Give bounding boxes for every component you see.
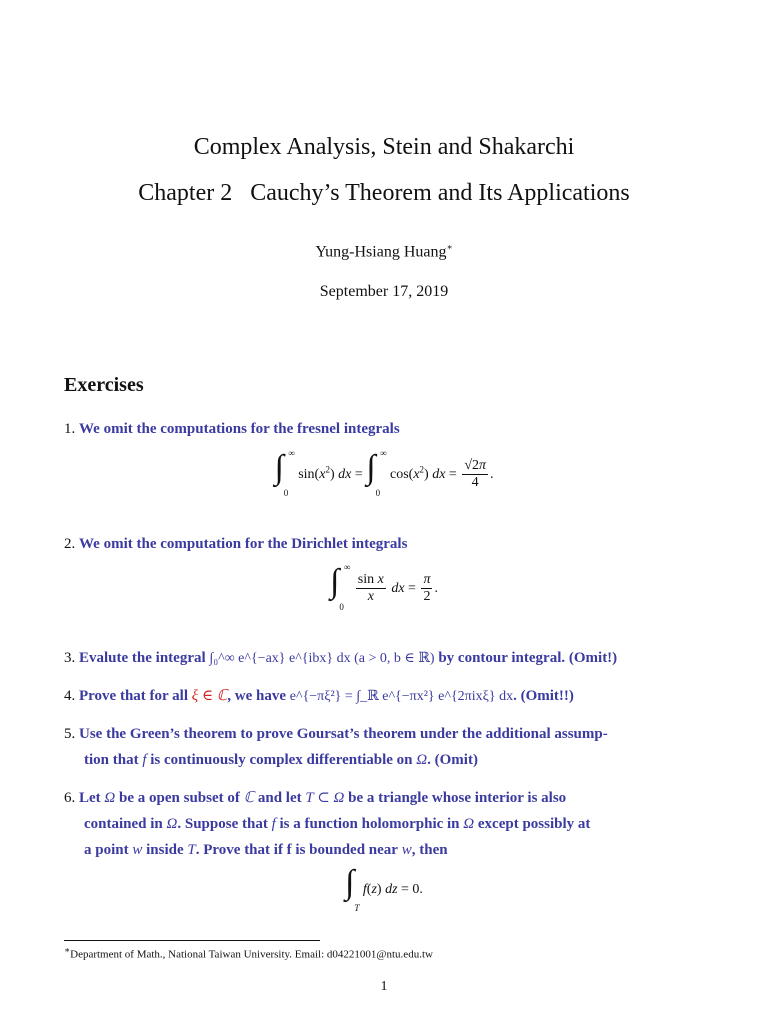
exercise-6-math: T ⊂ Ω (305, 790, 345, 806)
exercise-4-text-before: Prove that for all (79, 688, 189, 704)
exercise-5-var-omega: Ω (416, 752, 428, 768)
section-heading: Exercises (64, 374, 144, 396)
exercise-6-part: and let (257, 790, 302, 806)
exercise-1-equation: $\int_0^\infty$ $\sin(x^2)$ dx = $\int_0^\infty$ $\cos(x^2)$ dx = $\frac{√2\pi}{4}$ . (274, 448, 494, 498)
exercise-6-part: be a open subset of (119, 790, 240, 806)
exercise-4-math: e^{−πξ²} = ∫_ℝ e^{−πx²} e^{2πixξ} dx (289, 689, 514, 704)
exercise-6-math: w (132, 842, 143, 858)
exercise-4-red-math: ξ ∈ ℂ (191, 688, 228, 704)
author-footnote-mark: ∗ (446, 242, 453, 252)
exercise-6-math: T (187, 842, 196, 858)
title-line-2-text: Chapter 2 Cauchy’s Theorem and Its Applications (138, 180, 630, 206)
exercise-2 (64, 531, 704, 557)
exercise-6-part: . Suppose that (177, 816, 268, 832)
exercise-6-part: . Prove that if f is bounded near (195, 842, 398, 858)
exercise-6-part: , then (411, 842, 448, 858)
exercise-4 (64, 683, 704, 710)
exercise-1-text: We omit the computations for the fresnel integrals (79, 421, 400, 437)
exercise-5-line-1: Use the Green’s theorem to prove Goursat’s theorem under the additional assump- (79, 726, 608, 742)
exercise-3-text-before: Evalute the integral (79, 650, 206, 666)
exercise-6-part: a point (84, 842, 129, 858)
exercise-3 (64, 645, 704, 672)
exercise-6-math: Ω (166, 816, 178, 832)
exercise-4-text-mid: , we have (227, 688, 287, 704)
author-name: Yung-Hsiang Huang (315, 243, 447, 261)
exercise-6-line-1 (64, 785, 704, 811)
exercise-5-line-2-mid: is continuously complex differentiable on (150, 752, 413, 768)
title-line-2 (0, 180, 768, 207)
exercise-3-math: ∫₀^∞ e^{−ax} e^{ibx} dx (a > 0, b ∈ ℝ) (209, 651, 435, 666)
exercise-1 (64, 416, 704, 442)
exercise-6-line-3 (84, 837, 724, 863)
exercise-5-line-2-after: . (Omit) (427, 752, 478, 768)
exercise-6-math: ℂ (243, 790, 255, 806)
footnote-text: Department of Math., National Taiwan University. Email: d04221001@ntu.edu.tw (70, 948, 433, 961)
exercise-3-number: 3. (64, 650, 76, 666)
exercise-1-number: 1. (64, 421, 76, 437)
author (0, 242, 768, 261)
exercise-2-text: We omit the computation for the Dirichlet integrals (79, 536, 408, 552)
footnote-rule (64, 940, 320, 941)
title-line-1: Complex Analysis, Stein and Shakarchi (193, 134, 575, 160)
exercise-6-equation: $\int_T$ f(z) dz = 0. (345, 864, 423, 913)
exercise-2-equation: $\int_0^\infty$ $\frac{\text{sin x}}{x}$ dx = $\frac{\pi}{2}$ . (330, 562, 438, 612)
exercise-5-line-2-before: tion that (84, 752, 139, 768)
exercise-6-math: Ω (463, 816, 475, 832)
exercise-3-text-after: by contour integral. (Omit!) (438, 650, 618, 666)
exercise-6-math: w (401, 842, 412, 858)
exercise-6-part: inside (146, 842, 184, 858)
exercise-4-text-after: . (Omit!!) (513, 688, 574, 704)
date: September 17, 2019 (319, 283, 449, 300)
exercise-4-number: 4. (64, 688, 76, 704)
exercise-6-line-2 (84, 811, 724, 837)
exercise-6-math: Ω (104, 790, 116, 806)
exercise-6-part: except possibly at (477, 816, 591, 832)
exercise-5 (64, 721, 704, 747)
exercise-5-var-f: f (142, 752, 147, 768)
footnote (64, 945, 433, 961)
exercise-5-number: 5. (64, 726, 76, 742)
exercise-5-line-2 (84, 747, 724, 773)
page-number: 1 (380, 979, 388, 994)
exercise-6-part: contained in (84, 816, 163, 832)
exercise-6-math: f (271, 816, 276, 832)
exercise-6-part: be a triangle whose interior is also (348, 790, 567, 806)
exercise-6-part: is a function holomorphic in (279, 816, 460, 832)
exercise-6-number: 6. (64, 790, 76, 806)
exercise-6-part: Let (79, 790, 101, 806)
exercise-2-number: 2. (64, 536, 76, 552)
footnote-mark: ∗ (64, 945, 71, 955)
